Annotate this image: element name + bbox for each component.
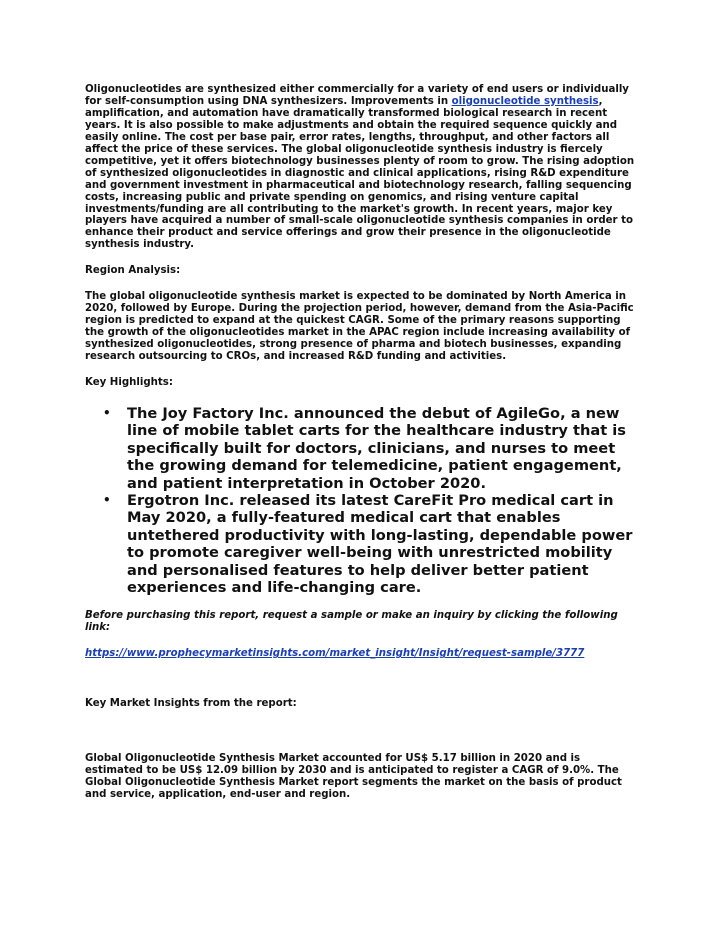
document-page <box>85 84 637 801</box>
highlight-text: Ergotron Inc. released its latest CareFit Pro medical cart in May 2020, a fully-featured medical cart that enables untethered productivity with long-lasting, dependable power to promote caregiver well-being with unrestricted mobility and personalised features to help deliver better patient experiences and life-changing care. <box>127 492 633 597</box>
cta-text: Before purchasing this report, request a sample or make an inquiry by clicking the following link: <box>85 610 618 634</box>
insights-paragraph: Global Oligonucleotide Synthesis Market accounted for US$ 5.17 billion in 2020 and is estimated to be US$ 12.09 billion by 2030 and is anticipated to register a CAGR of 9.0%. The Global Oligonucleotide Synthesis Market report segments the market on the basis of product and service, application, end-user and region. <box>85 753 622 801</box>
highlights-list <box>85 405 637 596</box>
intro-text-after: , amplification, and automation have dramatically transformed biological research in recent years. It is also possible to make adjustments and obtain the required sequence quickly and easily online. The cost per base pair, error rates, lengths, throughput, and other factors all affect the price of these services. The global oligonucleotide synthesis industry is fiercely competitive, yet it offers biotechnology businesses plenty of room to grow. The rising adoption of synthesized oligonucleotides in diagnostic and clinical applications, rising R&D expenditure and government investment in pharmaceutical and biotechnology research, falling sequencing costs, increasing public and private spending on genomics, and rising venture capital investments/funding are all contributing to the market's growth. In recent years, major key players have acquired a number of small-scale oligonucleotide synthesis companies in order to enhance their product and service offerings and grow their presence in the oligonucleotide synthesis industry. <box>85 95 635 251</box>
bullet-icon: • <box>103 405 111 420</box>
request-sample-link[interactable]: https://www.prophecymarketinsights.com/market_insight/Insight/request-sample/3777 <box>85 648 585 660</box>
cta-link-line <box>85 648 637 660</box>
region-heading: Region Analysis: <box>85 265 181 277</box>
bullet-icon: • <box>103 493 111 507</box>
intro-text-before: Oligonucleotides are synthesized either commercially for a variety of end users or individually for self-consumption using DNA synthesizers. Improvements in <box>85 84 629 107</box>
list-item <box>85 405 637 492</box>
insights-heading: Key Market Insights from the report: <box>85 698 297 710</box>
highlight-text: The Joy Factory Inc. announced the debut of AgileGo, a new line of mobile tablet carts for the healthcare industry that is specifically built for doctors, clinicians, and nurses to meet the growing demand for telemedicine, patient engagement, and patient interpretation in October 2020. <box>127 404 626 492</box>
oligonucleotide-synthesis-link[interactable]: oligonucleotide synthesis <box>451 95 599 107</box>
intro-paragraph <box>85 84 637 251</box>
highlights-heading: Key Highlights: <box>85 377 173 389</box>
region-paragraph: The global oligonucleotide synthesis market is expected to be dominated by North America in 2020, followed by Europe. During the projection period, however, demand from the Asia-Pacific region is predicted to expand at the quickest CAGR. Some of the primary reasons supporting the growth of the oligonucleotides market in the APAC region include increasing availability of synthesized oligonucleotides, strong presence of pharma and biotech businesses, expanding research outsourcing to CROs, and increased R&D funding and activities. <box>85 291 634 363</box>
list-item <box>85 492 637 596</box>
